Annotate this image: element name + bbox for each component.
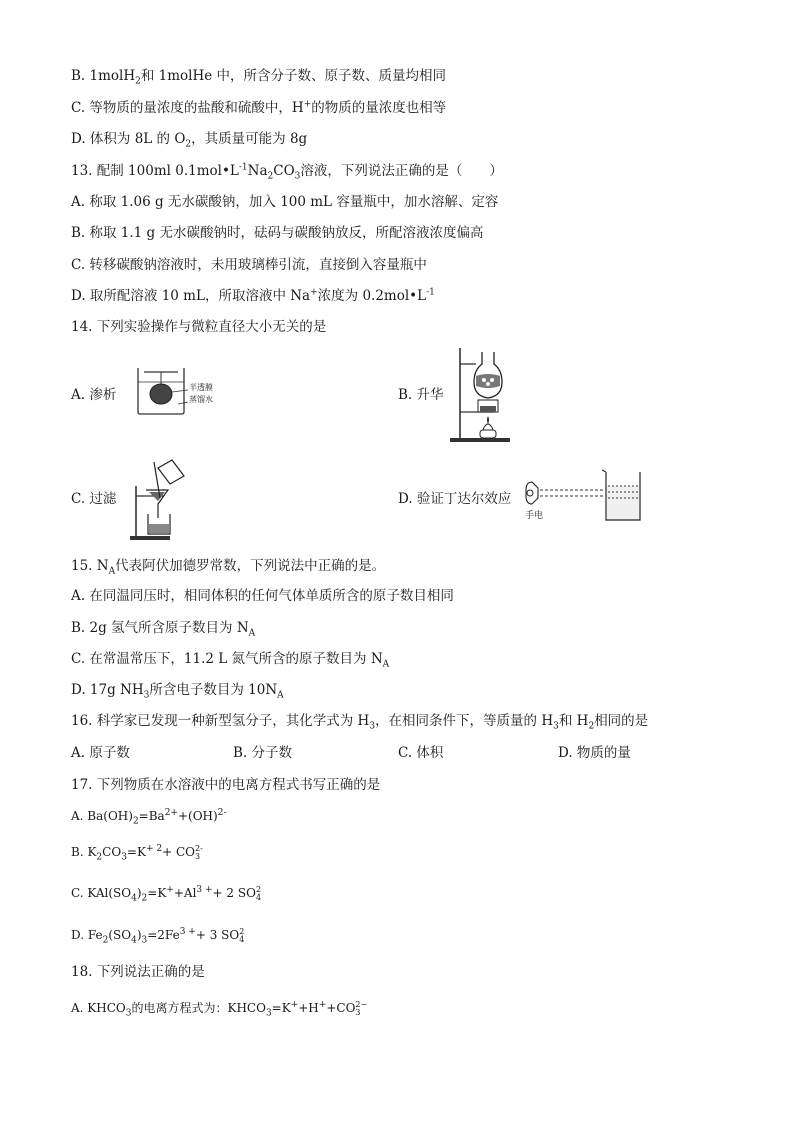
q16-option-a: A. 原子数 — [71, 745, 130, 761]
q16-stem: 16. 科学家已发现一种新型氢分子，其化学式为 $H_3$，在相同条件下，等质量的 $H_3$和 $H_2$相同的是 — [71, 713, 649, 732]
q15-option-a: A. 在同温同压时，相同体积的任何气体单质所含的原子数目相同 — [71, 588, 454, 604]
dialysis-label-water: 蒸馏水 — [189, 395, 213, 404]
q15-option-c: C. 在常温常压下，11.2 L 氮气所含的原子数目为 $N_A$ — [71, 651, 390, 670]
q16-option-b: B. 分子数 — [233, 745, 293, 761]
q14-option-b: B. 升华 — [398, 387, 444, 403]
q13-option-d: D. 取所配溶液 10 mL，所取溶液中 Na+浓度为 $0.2mol•L^{-1}$ — [71, 287, 435, 304]
dialysis-label-membrane: 半透膜 — [189, 383, 213, 392]
q16-option-d: D. 物质的量 — [558, 745, 631, 761]
q15-stem: 15. $N_A$代表阿伏加德罗常数，下列说法中正确的是。 — [71, 558, 386, 577]
q12-option-c: C. 等物质的量浓度的盐酸和硫酸中，H+的物质的量浓度也相等 — [71, 99, 447, 116]
q17-stem: 17. 下列物质在水溶液中的电离方程式书写正确的是 — [71, 777, 381, 793]
q13-option-a: A. 称取 1.06 g 无水碳酸钠，加入 100 mL 容量瓶中，加水溶解、定容 — [71, 194, 499, 210]
q15-option-d: D. 17g $NH_3$所含电子数目为 $10N_A$ — [71, 682, 284, 701]
q13-option-b: B. 称取 1.1 g 无水碳酸钠时，砝码与碳酸钠放反，所配溶液浓度偏高 — [71, 225, 484, 241]
q17-option-a: A. $Ba(OH)_2=Ba^{2+}+(OH)^{2-}$ — [71, 808, 227, 827]
q17-option-c: C. $KAl(SO_4)_2=K^++Al^{3 +}+ 2$ SO 2 4 — [71, 884, 262, 904]
q16-option-c: C. 体积 — [398, 745, 444, 761]
q15-option-b: B. 2g 氢气所含原子数目为 $N_A$ — [71, 620, 256, 639]
tyndall-figure — [522, 468, 650, 528]
q13-stem: 13. 配制 100ml $0.1mol•L^{-1}Na_2CO_3$溶液，下列说法正确的是（ ） — [71, 162, 503, 182]
q12-option-d: D. 体积为 8L 的 $O_2$，其质量可能为 8g — [71, 131, 308, 150]
q12-option-b: B. 1molH$_2$和 1molHe 中，所含分子数、原子数、质量均相同 — [71, 68, 447, 87]
sublimation-figure — [448, 346, 518, 444]
q18-stem: 18. 下列说法正确的是 — [71, 964, 205, 980]
q17-option-b: B. $K_2CO_3=K^{+ 2}+$ CO 2- 3 — [71, 843, 203, 863]
q14-option-a: A. 渗析 — [71, 387, 117, 403]
q13-option-c: C. 转移碳酸钠溶液时，未用玻璃棒引流，直接倒入容量瓶中 — [71, 257, 427, 273]
q17-option-d: D. $Fe_2(SO_4)_3=2Fe^{3 +}+ 3$ SO 2 4 — [71, 926, 245, 946]
dialysis-figure — [134, 364, 224, 416]
tyndall-label-flashlight: 手电 — [525, 511, 544, 521]
filtration-figure — [130, 458, 192, 542]
q14-option-c: C. 过滤 — [71, 491, 117, 507]
q14-option-d: D. 验证丁达尔效应 — [398, 491, 512, 507]
q14-stem: 14. 下列实验操作与微粒直径大小无关的是 — [71, 319, 327, 335]
q18-option-a: A. $KHCO_3$的电离方程式为：$KHCO_3=K^++H^++CO$ 2− 3 — [71, 999, 368, 1019]
